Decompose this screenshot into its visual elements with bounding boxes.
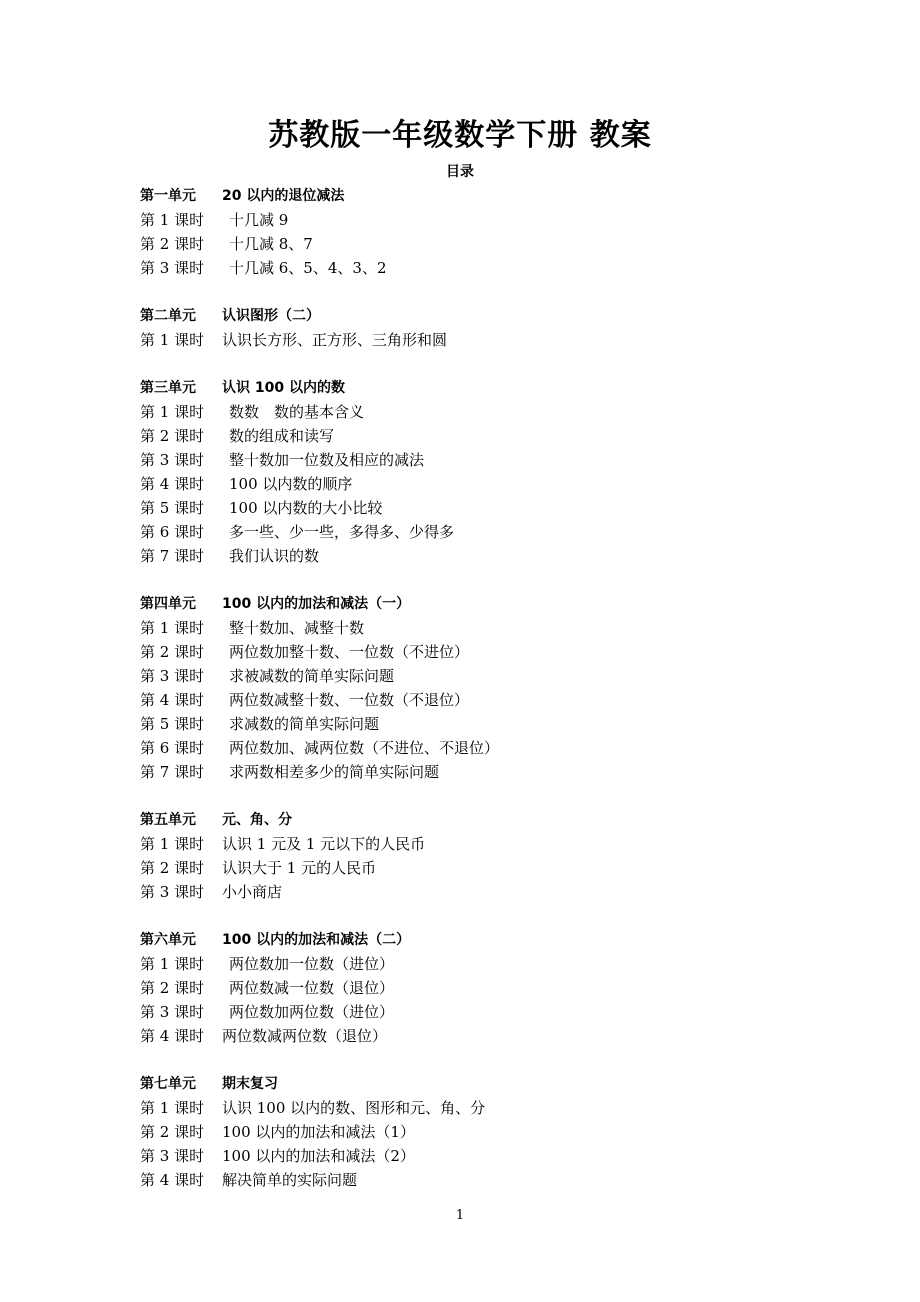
- document-title: 苏教版一年级数学下册 教案: [268, 118, 652, 153]
- lesson-title: 两位数加整十数、一位数（不进位）: [229, 643, 470, 661]
- lesson-label: 第 2 课时: [140, 427, 205, 445]
- lesson-row: [140, 496, 840, 520]
- lesson-label: 第 7 课时: [140, 547, 205, 565]
- lesson-label: 第 2 课时: [140, 859, 205, 877]
- lesson-row: [140, 424, 840, 448]
- toc-heading: 目录: [446, 164, 474, 180]
- lesson-row: [140, 952, 840, 976]
- lesson-label: 第 5 课时: [140, 715, 205, 733]
- lesson-label: 第 2 课时: [140, 643, 205, 661]
- unit-label: 第一单元: [140, 188, 196, 204]
- lesson-row: [140, 256, 840, 280]
- lesson-row: [140, 400, 840, 424]
- lesson-label: 第 1 课时: [140, 955, 205, 973]
- unit-label: 第七单元: [140, 1076, 196, 1092]
- unit-heading-row: [140, 304, 840, 328]
- lesson-label: 第 5 课时: [140, 499, 205, 517]
- table-of-contents: [140, 184, 840, 1216]
- lesson-row: [140, 1168, 840, 1192]
- unit-heading-row: [140, 592, 840, 616]
- lesson-row: [140, 856, 840, 880]
- unit-title: 认识 100 以内的数: [222, 380, 345, 396]
- lesson-title: 100 以内的加法和减法（2）: [222, 1147, 415, 1165]
- lesson-label: 第 3 课时: [140, 259, 205, 277]
- toc-unit: [140, 184, 840, 280]
- lesson-row: [140, 736, 840, 760]
- lesson-title: 求减数的简单实际问题: [229, 715, 380, 733]
- lesson-row: [140, 976, 840, 1000]
- lesson-label: 第 1 课时: [140, 835, 205, 853]
- lesson-label: 第 4 课时: [140, 1171, 205, 1189]
- lesson-label: 第 1 课时: [140, 619, 205, 637]
- lesson-label: 第 7 课时: [140, 763, 205, 781]
- lesson-row: [140, 760, 840, 784]
- unit-label: 第三单元: [140, 380, 196, 396]
- lesson-label: 第 4 课时: [140, 1027, 205, 1045]
- unit-label: 第五单元: [140, 812, 196, 828]
- lesson-title: 整十数加一位数及相应的减法: [229, 451, 425, 469]
- lesson-row: [140, 664, 840, 688]
- lesson-title: 我们认识的数: [229, 547, 320, 565]
- toc-unit: [140, 1072, 840, 1192]
- unit-heading-row: [140, 1072, 840, 1096]
- unit-heading-row: [140, 808, 840, 832]
- unit-title: 100 以内的加法和减法（二）: [222, 932, 411, 948]
- lesson-title: 小小商店: [222, 883, 283, 901]
- lesson-label: 第 1 课时: [140, 1099, 205, 1117]
- lesson-label: 第 3 课时: [140, 1003, 205, 1021]
- unit-label: 第六单元: [140, 932, 196, 948]
- lesson-label: 第 2 课时: [140, 235, 205, 253]
- lesson-row: [140, 328, 840, 352]
- lesson-title: 十几减 6、5、4、3、2: [229, 259, 387, 277]
- lesson-title: 认识 1 元及 1 元以下的人民币: [222, 835, 426, 853]
- lesson-row: [140, 520, 840, 544]
- lesson-label: 第 2 课时: [140, 1123, 205, 1141]
- toc-unit: [140, 808, 840, 904]
- lesson-title: 认识长方形、正方形、三角形和圆: [222, 331, 448, 349]
- toc-unit: [140, 592, 840, 784]
- unit-title: 期末复习: [222, 1076, 278, 1092]
- toc-unit: [140, 304, 840, 352]
- lesson-title: 解决简单的实际问题: [222, 1171, 358, 1189]
- lesson-row: [140, 1096, 840, 1120]
- lesson-title: 十几减 9: [229, 211, 289, 229]
- lesson-title: 认识 100 以内的数、图形和元、角、分: [222, 1099, 486, 1117]
- lesson-title: 十几减 8、7: [229, 235, 313, 253]
- lesson-title: 求被减数的简单实际问题: [229, 667, 395, 685]
- lesson-row: [140, 880, 840, 904]
- lesson-title: 认识大于 1 元的人民币: [222, 859, 377, 877]
- lesson-label: 第 6 课时: [140, 523, 205, 541]
- lesson-row: [140, 472, 840, 496]
- unit-title: 认识图形（二）: [222, 308, 320, 324]
- lesson-title: 两位数加两位数（进位）: [229, 1003, 395, 1021]
- toc-unit: [140, 928, 840, 1048]
- toc-unit: [140, 376, 840, 568]
- lesson-title: 整十数加、减整十数: [229, 619, 365, 637]
- lesson-label: 第 1 课时: [140, 211, 205, 229]
- lesson-title: 两位数减一位数（退位）: [229, 979, 395, 997]
- lesson-title: 100 以内数的顺序: [229, 475, 353, 493]
- lesson-title: 多一些、少一些，多得多、少得多: [229, 523, 455, 541]
- lesson-label: 第 1 课时: [140, 403, 205, 421]
- unit-title: 20 以内的退位减法: [222, 188, 345, 204]
- unit-heading-row: [140, 184, 840, 208]
- lesson-label: 第 6 课时: [140, 739, 205, 757]
- lesson-label: 第 3 课时: [140, 1147, 205, 1165]
- lesson-row: [140, 616, 840, 640]
- unit-title: 元、角、分: [222, 812, 292, 828]
- lesson-label: 第 4 课时: [140, 691, 205, 709]
- lesson-row: [140, 1120, 840, 1144]
- unit-label: 第二单元: [140, 308, 196, 324]
- lesson-row: [140, 688, 840, 712]
- lesson-label: 第 4 课时: [140, 475, 205, 493]
- lesson-label: 第 3 课时: [140, 451, 205, 469]
- lesson-row: [140, 832, 840, 856]
- lesson-row: [140, 1024, 840, 1048]
- lesson-row: [140, 544, 840, 568]
- lesson-row: [140, 232, 840, 256]
- lesson-title: 两位数加、减两位数（不进位、不退位）: [229, 739, 500, 757]
- unit-heading-row: [140, 928, 840, 952]
- lesson-label: 第 3 课时: [140, 667, 205, 685]
- lesson-title: 求两数相差多少的简单实际问题: [229, 763, 440, 781]
- lesson-label: 第 1 课时: [140, 331, 205, 349]
- lesson-row: [140, 1000, 840, 1024]
- lesson-row: [140, 448, 840, 472]
- lesson-title: 100 以内数的大小比较: [229, 499, 383, 517]
- lesson-row: [140, 208, 840, 232]
- lesson-label: 第 2 课时: [140, 979, 205, 997]
- unit-title: 100 以内的加法和减法（一）: [222, 596, 411, 612]
- unit-heading-row: [140, 376, 840, 400]
- lesson-row: [140, 640, 840, 664]
- lesson-row: [140, 1144, 840, 1168]
- lesson-label: 第 3 课时: [140, 883, 205, 901]
- page-number: 1: [455, 1208, 465, 1223]
- lesson-title: 100 以内的加法和减法（1）: [222, 1123, 415, 1141]
- lesson-title: 两位数减整十数、一位数（不退位）: [229, 691, 470, 709]
- lesson-title: 数的组成和读写: [229, 427, 335, 445]
- unit-label: 第四单元: [140, 596, 196, 612]
- lesson-title: 两位数减两位数（退位）: [222, 1027, 388, 1045]
- lesson-title: 数数 数的基本含义: [229, 403, 365, 421]
- lesson-row: [140, 712, 840, 736]
- lesson-title: 两位数加一位数（进位）: [229, 955, 395, 973]
